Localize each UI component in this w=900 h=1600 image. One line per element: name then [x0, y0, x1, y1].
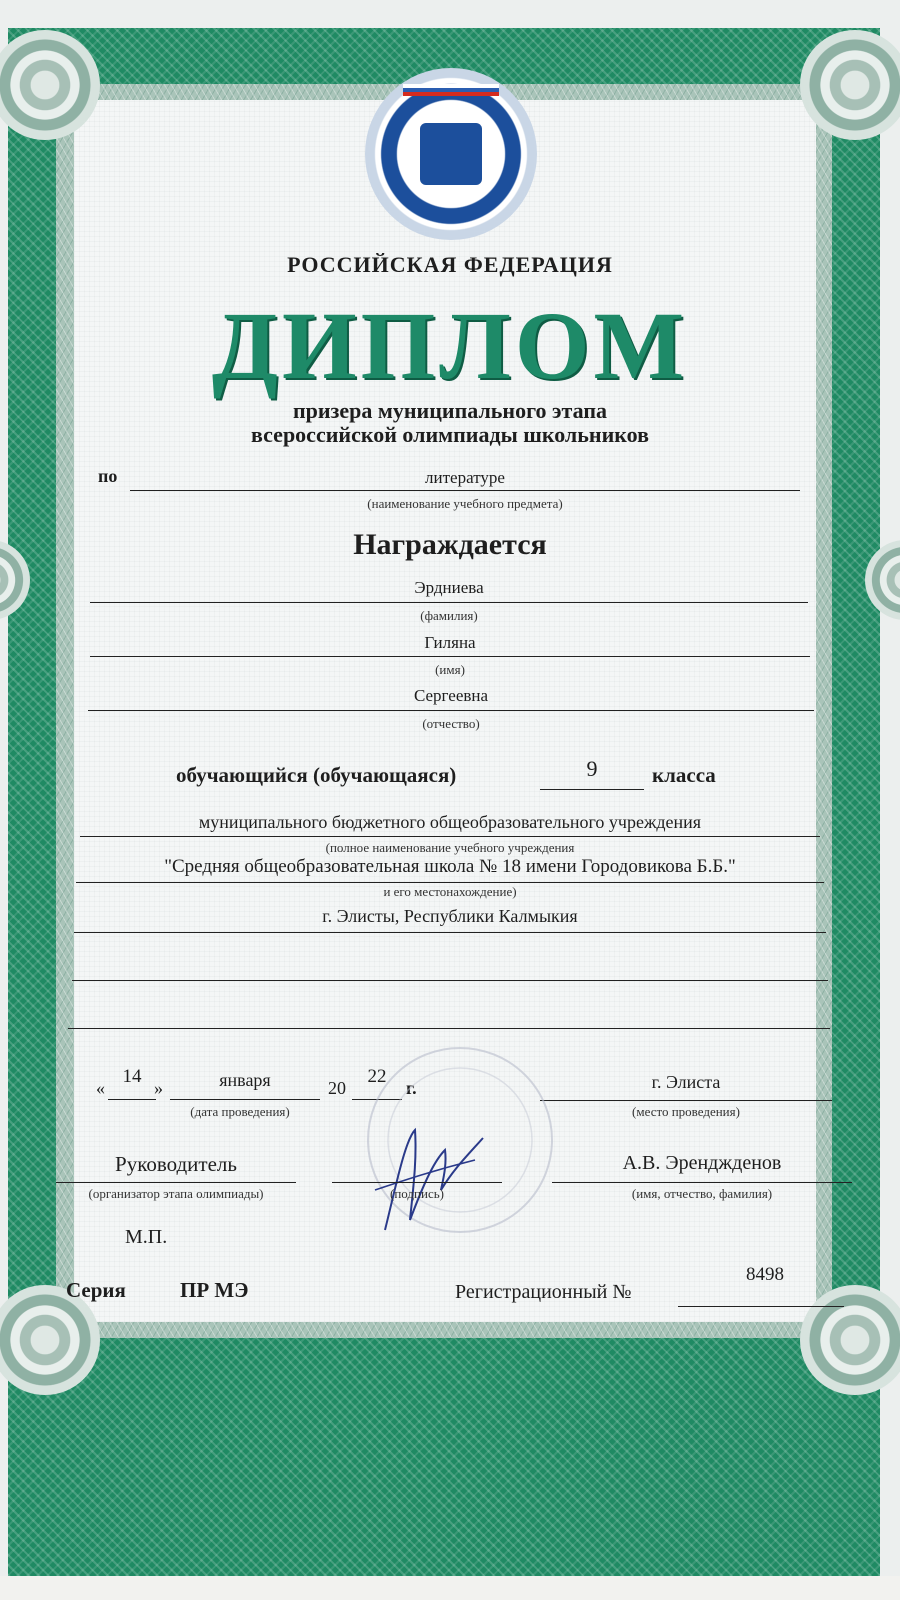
stamp-place-label: М.П. [125, 1226, 168, 1248]
registration-number: 8498 [746, 1264, 784, 1285]
subject-prefix: по [98, 466, 118, 486]
patronymic-line [88, 710, 814, 711]
awarded-heading: Награждается [353, 528, 547, 561]
signatory-name: А.В. Эренджденов [622, 1152, 782, 1174]
subtitle-line-1: призера муниципального этапа [292, 398, 608, 423]
background-sheet [0, 1576, 900, 1600]
institution-line-2: "Средняя общеобразовательная школа № 18 имени Городовикова Б.Б." [164, 856, 736, 877]
name-value: Гиляна [424, 633, 476, 652]
grade-suffix: класса [652, 763, 716, 787]
grade-value: 9 [586, 756, 598, 781]
country-heading: РОССИЙСКАЯ ФЕДЕРАЦИЯ [287, 252, 613, 277]
signature-line [332, 1182, 502, 1183]
place-line [540, 1100, 832, 1101]
institution-caption-2: и его местонахождение) [383, 884, 517, 899]
signatory-role: Руководитель [115, 1152, 237, 1176]
flag-icon [403, 84, 499, 94]
date-caption: (дата проведения) [190, 1104, 290, 1119]
institution-underline-3 [74, 932, 826, 933]
date-close-quote: » [154, 1078, 163, 1098]
person-line [552, 1182, 852, 1183]
date-open-quote: « [96, 1078, 105, 1098]
blank-line-1 [72, 980, 828, 981]
name-caption: (имя) [435, 662, 465, 677]
date-year-suffix: 22 [367, 1066, 387, 1087]
patronymic-value: Сергеевна [413, 686, 489, 705]
role-caption: (организатор этапа олимпиады) [88, 1186, 264, 1201]
grade-prefix: обучающийся (обучающаяся) [176, 763, 457, 787]
registration-line [678, 1306, 844, 1307]
subject-line [130, 490, 800, 491]
date-year-prefix: 20 [328, 1078, 346, 1098]
registration-label: Регистрационный № [455, 1281, 632, 1303]
subject-value: литературе [425, 468, 505, 487]
handwritten-signature [355, 1120, 495, 1240]
institution-line-3: г. Элисты, Республики Калмыкия [322, 906, 578, 926]
surname-line [90, 602, 808, 603]
date-day: 14 [122, 1066, 142, 1087]
patronymic-caption: (отчество) [422, 716, 480, 731]
corner-rosette-bottom-right [800, 1285, 900, 1395]
blank-line-2 [68, 1028, 830, 1029]
person-caption: (имя, отчество, фамилия) [631, 1186, 773, 1201]
surname-value: Эрдниева [414, 578, 484, 597]
institution-line-1: муниципального бюджетного общеобразовательного учреждения [198, 812, 702, 832]
grade-line [540, 789, 644, 790]
signature-caption: (подпись) [390, 1186, 444, 1201]
surname-caption: (фамилия) [420, 608, 478, 623]
subtitle-line-2: всероссийской олимпиады школьников [251, 422, 649, 447]
name-line [90, 656, 810, 657]
date-year-abbr: г. [406, 1078, 417, 1098]
olympiad-emblem [365, 68, 537, 240]
role-line [56, 1182, 296, 1183]
series-label: Серия [66, 1278, 126, 1302]
institution-underline-2 [76, 882, 824, 883]
diploma-title: ДИПЛОМ [211, 292, 689, 399]
month-line [170, 1099, 320, 1100]
series-value: ПР МЭ [180, 1278, 249, 1302]
place-value: г. Элиста [651, 1072, 721, 1092]
place-caption: (место проведения) [632, 1104, 740, 1119]
corner-rosette-top-right [800, 30, 900, 140]
institution-caption-1: (полное наименование учебного учреждения [325, 840, 575, 855]
subject-caption: (наименование учебного предмета) [367, 496, 563, 511]
day-line [108, 1099, 156, 1100]
emblem-center-icon [420, 123, 482, 185]
date-month: января [219, 1070, 271, 1090]
institution-underline-1 [80, 836, 820, 837]
